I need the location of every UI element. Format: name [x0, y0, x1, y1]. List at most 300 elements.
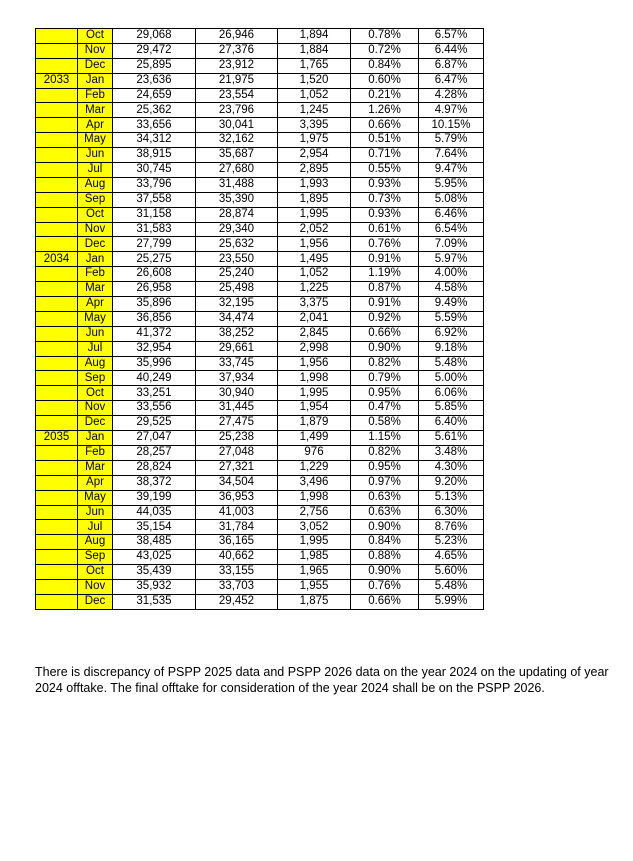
cell-percent-1: 0.93%: [351, 177, 419, 192]
cell-value-3: 1,225: [278, 282, 351, 297]
cell-year: [36, 103, 78, 118]
table-row: [36, 371, 484, 386]
cell-value-3: 1,993: [278, 177, 351, 192]
table-row: [36, 311, 484, 326]
cell-percent-1: 1.26%: [351, 103, 419, 118]
cell-percent-2: 5.08%: [419, 192, 484, 207]
cell-year: [36, 133, 78, 148]
cell-month: Apr: [78, 297, 113, 312]
cell-percent-1: 0.73%: [351, 192, 419, 207]
cell-percent-2: 6.92%: [419, 326, 484, 341]
cell-percent-1: 0.61%: [351, 222, 419, 237]
cell-value-1: 31,583: [113, 222, 196, 237]
cell-percent-2: 6.40%: [419, 416, 484, 431]
cell-month: Dec: [78, 416, 113, 431]
cell-percent-2: 10.15%: [419, 118, 484, 133]
cell-month: May: [78, 311, 113, 326]
cell-month: Nov: [78, 222, 113, 237]
cell-year: [36, 88, 78, 103]
cell-value-1: 26,958: [113, 282, 196, 297]
cell-value-1: 26,608: [113, 267, 196, 282]
cell-value-1: 25,895: [113, 58, 196, 73]
cell-value-3: 1,975: [278, 133, 351, 148]
table-row: [36, 565, 484, 580]
cell-month: Mar: [78, 460, 113, 475]
discrepancy-note: There is discrepancy of PSPP 2025 data and PSPP 2026 data on the year 2024 on the updating of year 2024 offtake. The final offtake for consideration of the year 2024 shall be on the PSPP 2026.: [35, 665, 609, 696]
cell-year: [36, 311, 78, 326]
cell-percent-2: 5.60%: [419, 565, 484, 580]
cell-value-1: 27,047: [113, 431, 196, 446]
cell-percent-2: 5.61%: [419, 431, 484, 446]
cell-month: Jul: [78, 341, 113, 356]
cell-value-1: 30,745: [113, 163, 196, 178]
cell-percent-1: 0.78%: [351, 29, 419, 44]
cell-value-3: 2,845: [278, 326, 351, 341]
cell-value-3: 1,985: [278, 550, 351, 565]
cell-value-1: 38,485: [113, 535, 196, 550]
cell-value-3: 3,375: [278, 297, 351, 312]
cell-value-2: 26,946: [196, 29, 278, 44]
cell-month: Nov: [78, 43, 113, 58]
cell-month: May: [78, 490, 113, 505]
table-row: [36, 475, 484, 490]
cell-value-1: 33,251: [113, 386, 196, 401]
cell-percent-2: 5.95%: [419, 177, 484, 192]
cell-value-3: 3,395: [278, 118, 351, 133]
cell-value-3: 1,995: [278, 386, 351, 401]
cell-percent-2: 9.18%: [419, 341, 484, 356]
cell-value-1: 34,312: [113, 133, 196, 148]
cell-month: Jan: [78, 73, 113, 88]
cell-value-3: 3,496: [278, 475, 351, 490]
cell-percent-2: 8.76%: [419, 520, 484, 535]
cell-value-2: 23,554: [196, 88, 278, 103]
cell-percent-1: 0.72%: [351, 43, 419, 58]
offtake-table-body: [36, 29, 484, 610]
cell-percent-2: 5.59%: [419, 311, 484, 326]
cell-value-2: 38,252: [196, 326, 278, 341]
cell-value-1: 33,796: [113, 177, 196, 192]
cell-percent-1: 0.66%: [351, 118, 419, 133]
cell-month: Feb: [78, 88, 113, 103]
cell-month: Aug: [78, 356, 113, 371]
cell-year: [36, 326, 78, 341]
table-row: [36, 401, 484, 416]
table-row: [36, 594, 484, 609]
cell-value-1: 39,199: [113, 490, 196, 505]
cell-year: [36, 29, 78, 44]
cell-value-3: 2,895: [278, 163, 351, 178]
cell-month: Dec: [78, 58, 113, 73]
cell-value-1: 23,636: [113, 73, 196, 88]
cell-value-1: 33,556: [113, 401, 196, 416]
cell-percent-1: 1.19%: [351, 267, 419, 282]
cell-percent-1: 0.76%: [351, 237, 419, 252]
cell-value-3: 1,495: [278, 252, 351, 267]
cell-year: [36, 565, 78, 580]
cell-value-2: 35,390: [196, 192, 278, 207]
cell-value-2: 31,488: [196, 177, 278, 192]
table-row: [36, 297, 484, 312]
cell-value-3: 1,995: [278, 535, 351, 550]
cell-value-3: 3,052: [278, 520, 351, 535]
cell-percent-1: 0.82%: [351, 445, 419, 460]
cell-year: 2033: [36, 73, 78, 88]
cell-year: [36, 282, 78, 297]
cell-value-2: 35,687: [196, 148, 278, 163]
cell-month: Jul: [78, 520, 113, 535]
table-row: [36, 267, 484, 282]
cell-month: Oct: [78, 565, 113, 580]
cell-year: [36, 177, 78, 192]
cell-value-3: 2,756: [278, 505, 351, 520]
cell-percent-1: 0.51%: [351, 133, 419, 148]
cell-month: Aug: [78, 535, 113, 550]
cell-value-1: 29,472: [113, 43, 196, 58]
cell-percent-2: 5.79%: [419, 133, 484, 148]
cell-year: [36, 267, 78, 282]
cell-value-1: 35,154: [113, 520, 196, 535]
cell-percent-2: 5.48%: [419, 579, 484, 594]
cell-year: [36, 148, 78, 163]
cell-value-3: 1,895: [278, 192, 351, 207]
cell-year: [36, 297, 78, 312]
cell-percent-2: 7.64%: [419, 148, 484, 163]
cell-month: Aug: [78, 177, 113, 192]
cell-value-2: 27,680: [196, 163, 278, 178]
cell-value-1: 35,932: [113, 579, 196, 594]
cell-value-1: 32,954: [113, 341, 196, 356]
cell-percent-1: 0.90%: [351, 520, 419, 535]
cell-percent-2: 4.97%: [419, 103, 484, 118]
cell-percent-1: 0.91%: [351, 297, 419, 312]
cell-percent-1: 0.76%: [351, 579, 419, 594]
cell-value-2: 29,452: [196, 594, 278, 609]
cell-value-3: 1,998: [278, 490, 351, 505]
cell-value-1: 29,068: [113, 29, 196, 44]
cell-value-3: 1,965: [278, 565, 351, 580]
cell-value-3: 1,879: [278, 416, 351, 431]
cell-month: Apr: [78, 118, 113, 133]
cell-percent-1: 0.21%: [351, 88, 419, 103]
cell-percent-1: 0.97%: [351, 475, 419, 490]
cell-percent-1: 0.84%: [351, 58, 419, 73]
cell-value-1: 38,372: [113, 475, 196, 490]
offtake-table: [35, 28, 484, 610]
table-row: [36, 207, 484, 222]
table-row: [36, 341, 484, 356]
cell-percent-2: 5.23%: [419, 535, 484, 550]
cell-percent-2: 4.65%: [419, 550, 484, 565]
cell-month: Dec: [78, 594, 113, 609]
cell-percent-2: 6.57%: [419, 29, 484, 44]
table-row: [36, 222, 484, 237]
cell-value-2: 23,796: [196, 103, 278, 118]
cell-value-1: 38,915: [113, 148, 196, 163]
cell-percent-1: 0.95%: [351, 460, 419, 475]
cell-percent-2: 4.28%: [419, 88, 484, 103]
cell-value-2: 27,376: [196, 43, 278, 58]
cell-percent-2: 9.47%: [419, 163, 484, 178]
cell-value-1: 31,158: [113, 207, 196, 222]
cell-value-1: 28,257: [113, 445, 196, 460]
table-row: [36, 505, 484, 520]
cell-month: Nov: [78, 401, 113, 416]
cell-month: Oct: [78, 386, 113, 401]
cell-value-3: 1,499: [278, 431, 351, 446]
table-row: [36, 460, 484, 475]
cell-month: Mar: [78, 103, 113, 118]
cell-value-1: 37,558: [113, 192, 196, 207]
table-row: [36, 356, 484, 371]
cell-year: [36, 207, 78, 222]
cell-value-2: 27,048: [196, 445, 278, 460]
cell-percent-2: 9.20%: [419, 475, 484, 490]
cell-percent-2: 6.44%: [419, 43, 484, 58]
cell-value-2: 23,912: [196, 58, 278, 73]
cell-year: [36, 163, 78, 178]
cell-value-2: 25,498: [196, 282, 278, 297]
cell-percent-1: 0.92%: [351, 311, 419, 326]
cell-percent-1: 0.82%: [351, 356, 419, 371]
table-row: [36, 490, 484, 505]
cell-value-2: 29,340: [196, 222, 278, 237]
cell-value-2: 28,874: [196, 207, 278, 222]
cell-value-2: 34,474: [196, 311, 278, 326]
cell-year: [36, 594, 78, 609]
table-row: [36, 237, 484, 252]
cell-value-2: 37,934: [196, 371, 278, 386]
cell-value-2: 30,041: [196, 118, 278, 133]
cell-value-1: 35,896: [113, 297, 196, 312]
cell-value-2: 33,745: [196, 356, 278, 371]
cell-percent-1: 1.15%: [351, 431, 419, 446]
cell-month: Jan: [78, 252, 113, 267]
table-row: [36, 58, 484, 73]
cell-value-3: 1,052: [278, 88, 351, 103]
cell-year: [36, 118, 78, 133]
cell-value-1: 29,525: [113, 416, 196, 431]
cell-percent-2: 6.87%: [419, 58, 484, 73]
cell-percent-2: 5.13%: [419, 490, 484, 505]
cell-value-1: 44,035: [113, 505, 196, 520]
cell-year: [36, 445, 78, 460]
cell-value-1: 35,996: [113, 356, 196, 371]
cell-value-1: 25,362: [113, 103, 196, 118]
cell-month: Feb: [78, 267, 113, 282]
cell-value-3: 2,041: [278, 311, 351, 326]
table-row: [36, 326, 484, 341]
cell-month: Sep: [78, 550, 113, 565]
cell-month: Mar: [78, 282, 113, 297]
cell-year: [36, 490, 78, 505]
cell-value-3: 1,998: [278, 371, 351, 386]
table-row: [36, 192, 484, 207]
cell-value-2: 34,504: [196, 475, 278, 490]
table-row: [36, 431, 484, 446]
cell-value-2: 33,155: [196, 565, 278, 580]
cell-percent-1: 0.60%: [351, 73, 419, 88]
table-row: [36, 103, 484, 118]
cell-year: [36, 237, 78, 252]
cell-percent-2: 4.58%: [419, 282, 484, 297]
cell-value-1: 40,249: [113, 371, 196, 386]
cell-year: [36, 192, 78, 207]
cell-value-3: 1,245: [278, 103, 351, 118]
cell-value-2: 32,195: [196, 297, 278, 312]
table-row: [36, 88, 484, 103]
cell-percent-2: 5.99%: [419, 594, 484, 609]
cell-percent-1: 0.87%: [351, 282, 419, 297]
cell-month: Oct: [78, 29, 113, 44]
cell-value-1: 27,799: [113, 237, 196, 252]
cell-value-1: 35,439: [113, 565, 196, 580]
cell-year: [36, 520, 78, 535]
cell-value-2: 41,003: [196, 505, 278, 520]
cell-year: [36, 341, 78, 356]
cell-value-3: 1,995: [278, 207, 351, 222]
table-row: [36, 73, 484, 88]
cell-value-2: 25,238: [196, 431, 278, 446]
cell-percent-2: 3.48%: [419, 445, 484, 460]
cell-value-3: 1,884: [278, 43, 351, 58]
cell-percent-2: 5.00%: [419, 371, 484, 386]
cell-value-1: 43,025: [113, 550, 196, 565]
cell-percent-1: 0.90%: [351, 565, 419, 580]
cell-value-1: 24,659: [113, 88, 196, 103]
cell-value-2: 32,162: [196, 133, 278, 148]
cell-percent-1: 0.58%: [351, 416, 419, 431]
cell-percent-1: 0.63%: [351, 505, 419, 520]
table-row: [36, 177, 484, 192]
table-row: [36, 148, 484, 163]
table-row: [36, 416, 484, 431]
cell-year: 2034: [36, 252, 78, 267]
table-row: [36, 282, 484, 297]
cell-value-3: 2,052: [278, 222, 351, 237]
cell-value-1: 25,275: [113, 252, 196, 267]
cell-percent-1: 0.66%: [351, 594, 419, 609]
cell-month: May: [78, 133, 113, 148]
cell-value-1: 36,856: [113, 311, 196, 326]
cell-year: 2035: [36, 431, 78, 446]
cell-year: [36, 401, 78, 416]
table-row: [36, 550, 484, 565]
cell-percent-2: 6.06%: [419, 386, 484, 401]
cell-value-3: 2,954: [278, 148, 351, 163]
cell-value-2: 31,445: [196, 401, 278, 416]
cell-month: Jun: [78, 326, 113, 341]
cell-percent-1: 0.79%: [351, 371, 419, 386]
cell-year: [36, 475, 78, 490]
cell-year: [36, 43, 78, 58]
cell-percent-2: 7.09%: [419, 237, 484, 252]
cell-year: [36, 371, 78, 386]
cell-month: Feb: [78, 445, 113, 460]
cell-percent-2: 5.97%: [419, 252, 484, 267]
cell-year: [36, 386, 78, 401]
cell-value-2: 25,240: [196, 267, 278, 282]
cell-percent-2: 9.49%: [419, 297, 484, 312]
cell-value-2: 30,940: [196, 386, 278, 401]
cell-percent-1: 0.47%: [351, 401, 419, 416]
cell-percent-1: 0.95%: [351, 386, 419, 401]
cell-percent-1: 0.71%: [351, 148, 419, 163]
cell-month: Jul: [78, 163, 113, 178]
cell-value-1: 31,535: [113, 594, 196, 609]
cell-value-2: 27,475: [196, 416, 278, 431]
cell-month: Jun: [78, 148, 113, 163]
cell-value-2: 36,953: [196, 490, 278, 505]
cell-year: [36, 579, 78, 594]
table-row: [36, 579, 484, 594]
cell-value-2: 33,703: [196, 579, 278, 594]
cell-percent-1: 0.88%: [351, 550, 419, 565]
table-row: [36, 163, 484, 178]
cell-value-3: 1,875: [278, 594, 351, 609]
cell-month: Dec: [78, 237, 113, 252]
cell-percent-1: 0.91%: [351, 252, 419, 267]
cell-value-2: 31,784: [196, 520, 278, 535]
cell-value-2: 27,321: [196, 460, 278, 475]
table-row: [36, 43, 484, 58]
cell-value-2: 25,632: [196, 237, 278, 252]
cell-month: Apr: [78, 475, 113, 490]
cell-month: Sep: [78, 192, 113, 207]
cell-month: Jun: [78, 505, 113, 520]
cell-value-2: 40,662: [196, 550, 278, 565]
cell-value-3: 1,052: [278, 267, 351, 282]
cell-month: Jan: [78, 431, 113, 446]
cell-value-3: 1,520: [278, 73, 351, 88]
cell-percent-2: 5.48%: [419, 356, 484, 371]
cell-year: [36, 416, 78, 431]
table-row: [36, 133, 484, 148]
cell-percent-1: 0.84%: [351, 535, 419, 550]
cell-value-3: 1,954: [278, 401, 351, 416]
cell-month: Oct: [78, 207, 113, 222]
cell-percent-2: 4.30%: [419, 460, 484, 475]
cell-value-3: 1,894: [278, 29, 351, 44]
cell-percent-2: 6.46%: [419, 207, 484, 222]
table-row: [36, 118, 484, 133]
cell-percent-2: 4.00%: [419, 267, 484, 282]
cell-year: [36, 222, 78, 237]
cell-value-1: 41,372: [113, 326, 196, 341]
cell-value-3: 1,229: [278, 460, 351, 475]
cell-value-3: 1,956: [278, 356, 351, 371]
table-row: [36, 386, 484, 401]
cell-value-3: 1,765: [278, 58, 351, 73]
cell-percent-2: 6.47%: [419, 73, 484, 88]
cell-value-2: 29,661: [196, 341, 278, 356]
cell-value-3: 2,998: [278, 341, 351, 356]
cell-percent-1: 0.90%: [351, 341, 419, 356]
cell-year: [36, 550, 78, 565]
table-row: [36, 29, 484, 44]
cell-percent-1: 0.63%: [351, 490, 419, 505]
table-row: [36, 535, 484, 550]
cell-value-2: 23,550: [196, 252, 278, 267]
cell-month: Nov: [78, 579, 113, 594]
table-row: [36, 520, 484, 535]
cell-value-1: 33,656: [113, 118, 196, 133]
cell-percent-1: 0.93%: [351, 207, 419, 222]
cell-value-2: 36,165: [196, 535, 278, 550]
table-row: [36, 445, 484, 460]
cell-value-3: 1,956: [278, 237, 351, 252]
cell-percent-2: 6.30%: [419, 505, 484, 520]
